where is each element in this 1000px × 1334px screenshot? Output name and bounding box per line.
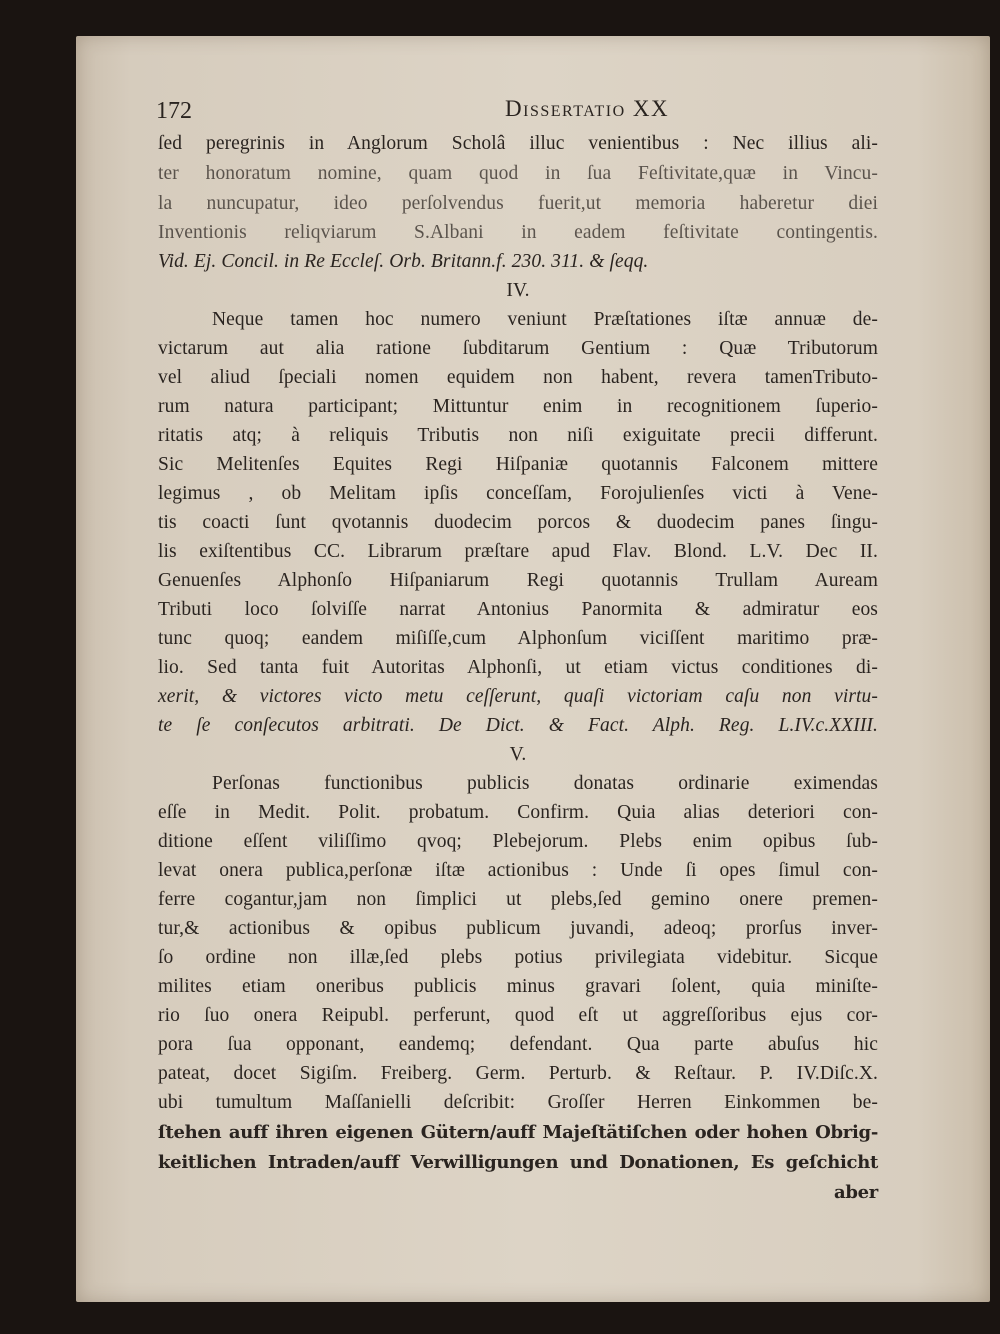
text-line: rum natura participant; Mittuntur enim in recognitionem ſuperio- bbox=[158, 396, 878, 417]
text-line-blackletter: ſtehen auff ihren eigenen Gütern/auff Majeſtätiſchen oder hohen Obrig- bbox=[158, 1122, 878, 1143]
text-line: te ſe conſecutos arbitrati. De Dict. & Fact. Alph. Reg. L.IV.c.XXIII. bbox=[158, 715, 878, 736]
text-line: tunc quoq; eandem miſiſſe,cum Alphonſum viciſſent maritimo præ- bbox=[158, 628, 878, 649]
section-heading: V. bbox=[509, 744, 527, 765]
text-line: ſo ordine non illæ,ſed plebs potius privilegiata videbitur. Sicque bbox=[158, 947, 878, 968]
text-line: xerit, & victores victo metu ceſſerunt, quaſi victoriam caſu non virtu- bbox=[158, 686, 878, 707]
text-line: lis exiſtentibus CC. Librarum præſtare apud Flav. Blond. L.V. Dec II. bbox=[158, 541, 878, 562]
text-line: ditione eſſent viliſſimo qvoq; Plebejorum. Plebs enim opibus ſub- bbox=[158, 831, 878, 852]
text-line: Vid. Ej. Concil. in Re Eccleſ. Orb. Britann.f. 230. 311. & ſeqq. bbox=[158, 251, 649, 272]
catchword: aber bbox=[834, 1182, 878, 1203]
text-line: victarum aut alia ratione ſubditarum Gentium : Quæ Tributorum bbox=[158, 338, 878, 359]
text-line: Sic Melitenſes Equites Regi Hiſpaniæ quotannis Falconem mittere bbox=[158, 454, 878, 475]
text-line: rio ſuo onera Reipubl. perferunt, quod eſt ut aggreſſoribus ejus cor- bbox=[158, 1005, 878, 1026]
text-line: ſed peregrinis in Anglorum Scholâ illuc venientibus : Nec illius ali- bbox=[158, 133, 878, 154]
text-line: pora ſua opponant, eandemq; defendant. Qua parte abuſus hic bbox=[158, 1034, 878, 1055]
section-heading: IV. bbox=[506, 280, 530, 301]
text-line: tur,& actionibus & opibus publicum juvandi, adeoq; prorſus inver- bbox=[158, 918, 878, 939]
text-line: tis coacti ſunt qvotannis duodecim porcos & duodecim panes ſingu- bbox=[158, 512, 878, 533]
text-line: Perſonas functionibus publicis donatas ordinarie eximendas bbox=[212, 773, 878, 794]
page-number: 172 bbox=[156, 98, 192, 124]
text-line-blackletter: keitlichen Intraden/auff Verwilligungen und Donationen, Es geſchicht bbox=[158, 1152, 878, 1173]
text-line: Genuenſes Alphonſo Hiſpaniarum Regi quotannis Trullam Auream bbox=[158, 570, 878, 591]
running-title: Dissertatio XX bbox=[505, 96, 670, 121]
text-line: Neque tamen hoc numero veniunt Præſtationes iſtæ annuæ de- bbox=[212, 309, 878, 330]
text-line: lio. Sed tanta fuit Autoritas Alphonſi, ut etiam victus conditiones di- bbox=[158, 657, 878, 678]
text-line: ubi tumultum Maſſanielli deſcribit: Groſſer Herren Einkommen be- bbox=[158, 1092, 878, 1113]
text-line: la nuncupatur, ideo perſolvendus fuerit,ut memoria haberetur diei bbox=[158, 193, 878, 214]
text-line: ter honoratum nomine, quam quod in ſua Feſtivitate,quæ in Vincu- bbox=[158, 163, 878, 184]
text-line: eſſe in Medit. Polit. probatum. Confirm. Quia alias deteriori con- bbox=[158, 802, 878, 823]
text-line: vel aliud ſpeciali nomen equidem non habent, revera tamenTributo- bbox=[158, 367, 878, 388]
text-line: levat onera publica,perſonæ iſtæ actionibus : Unde ſi opes ſimul con- bbox=[158, 860, 878, 881]
text-line: pateat, docet Sigiſm. Freiberg. Germ. Perturb. & Reſtaur. P. IV.Diſc.X. bbox=[158, 1063, 878, 1084]
text-line: milites etiam oneribus publicis minus gravari ſolent, quia miniſte- bbox=[158, 976, 878, 997]
text-line: Inventionis reliqviarum S.Albani in eadem feſtivitate contingentis. bbox=[158, 222, 878, 243]
text-line: ferre cogantur,jam non ſimplici ut plebs,ſed gemino onere premen- bbox=[158, 889, 878, 910]
text-line: Tributi loco ſolviſſe narrat Antonius Panormita & admiratur eos bbox=[158, 599, 878, 620]
text-line: ritatis atq; à reliquis Tributis non niſi exiguitate precii differunt. bbox=[158, 425, 878, 446]
text-line: legimus , ob Melitam ipſis conceſſam, Forojulienſes victi à Vene- bbox=[158, 483, 878, 504]
